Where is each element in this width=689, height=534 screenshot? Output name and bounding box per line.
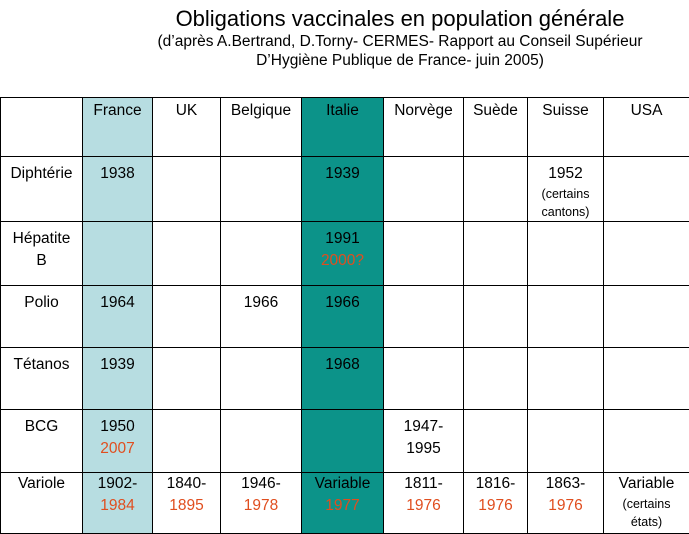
cell-variole-uk-start: 1840- [153,473,220,495]
cell-diphterie-norvege [384,157,464,222]
cell-hepatite-italie-year: 1991 [302,228,383,250]
cell-diphterie-suede [464,157,528,222]
table-row-hepatite [1,222,689,286]
cell-variole-suede-end: 1976 [464,495,527,517]
cell-bcg-belgique [221,410,302,473]
cell-variole-norvege-end: 1976 [384,495,463,517]
col-header-norvege: Norvège [384,98,464,157]
cell-diphterie-suisse-note-b: cantons) [528,203,603,221]
table-row-bcg [1,410,689,473]
cell-variole-norvege [384,473,464,534]
cell-bcg-france-revised: 2007 [83,438,152,460]
header-row [1,98,689,157]
cell-diphterie-suisse [528,157,604,222]
cell-tetanos-norvege [384,348,464,410]
table-row-variole [1,473,689,534]
col-header-usa: USA [604,98,689,157]
row-label-polio: Polio [1,286,83,348]
cell-bcg-norvege-end: 1995 [384,438,463,460]
cell-polio-suisse [528,286,604,348]
cell-variole-uk-end: 1895 [153,495,220,517]
cell-polio-uk [153,286,221,348]
table-row-tetanos [1,348,689,410]
cell-bcg-italie [302,410,384,473]
cell-variole-italie-end: 1977 [302,495,383,517]
cell-polio-belgique: 1966 [221,286,302,348]
cell-tetanos-suede [464,348,528,410]
cell-polio-suede [464,286,528,348]
cell-variole-norvege-start: 1811- [384,473,463,495]
cell-polio-italie: 1966 [302,286,384,348]
cell-variole-belgique-end: 1978 [221,495,301,517]
cell-variole-usa [604,473,689,534]
col-header-suede: Suède [464,98,528,157]
cell-variole-france [83,473,153,534]
cell-hepatite-suisse [528,222,604,286]
corner-cell [1,98,83,157]
row-label-diphterie: Diphtérie [1,157,83,222]
cell-bcg-norvege [384,410,464,473]
cell-variole-belgique-start: 1946- [221,473,301,495]
subtitle-line-1: (d’après A.Bertrand, D.Torny- CERMES- Rapport au Conseil Supérieur [110,32,689,51]
cell-bcg-france-year: 1950 [83,416,152,438]
cell-bcg-usa [604,410,689,473]
cell-variole-belgique [221,473,302,534]
cell-variole-suisse-start: 1863- [528,473,603,495]
cell-variole-italie [302,473,384,534]
cell-diphterie-italie: 1939 [302,157,384,222]
col-header-belgique: Belgique [221,98,302,157]
cell-variole-france-start: 1902- [83,473,152,495]
cell-variole-usa-note-a: (certains [604,495,689,513]
row-label-variole: Variole [1,473,83,534]
cell-polio-norvege [384,286,464,348]
cell-polio-france: 1964 [83,286,153,348]
cell-bcg-suede [464,410,528,473]
row-label-hepatite [1,222,83,286]
cell-tetanos-italie: 1968 [302,348,384,410]
row-label-hepatite-b: B [1,250,82,272]
table-row-diphterie [1,157,689,222]
cell-tetanos-suisse [528,348,604,410]
cell-tetanos-usa [604,348,689,410]
vaccination-table [0,97,689,534]
cell-variole-suede-start: 1816- [464,473,527,495]
row-label-bcg: BCG [1,410,83,473]
cell-variole-uk [153,473,221,534]
cell-hepatite-france [83,222,153,286]
cell-hepatite-italie [302,222,384,286]
cell-tetanos-france: 1939 [83,348,153,410]
cell-variole-suisse [528,473,604,534]
cell-polio-usa [604,286,689,348]
cell-variole-suede [464,473,528,534]
cell-diphterie-suisse-year: 1952 [528,163,603,185]
table-row-polio [1,286,689,348]
subtitle-line-2: D’Hygiène Publique de France- juin 2005) [110,51,689,70]
col-header-suisse: Suisse [528,98,604,157]
slide-subtitle [110,32,689,70]
cell-variole-italie-start: Variable [302,473,383,495]
cell-diphterie-usa [604,157,689,222]
cell-hepatite-suede [464,222,528,286]
col-header-uk: UK [153,98,221,157]
row-label-tetanos: Tétanos [1,348,83,410]
cell-bcg-suisse [528,410,604,473]
cell-bcg-uk [153,410,221,473]
cell-hepatite-usa [604,222,689,286]
cell-bcg-france [83,410,153,473]
cell-tetanos-belgique [221,348,302,410]
cell-variole-usa-value: Variable [604,473,689,495]
cell-variole-france-end: 1984 [83,495,152,517]
col-header-italie: Italie [302,98,384,157]
cell-hepatite-belgique [221,222,302,286]
cell-hepatite-uk [153,222,221,286]
cell-tetanos-uk [153,348,221,410]
cell-diphterie-belgique [221,157,302,222]
cell-diphterie-france: 1938 [83,157,153,222]
cell-variole-suisse-end: 1976 [528,495,603,517]
cell-diphterie-uk [153,157,221,222]
cell-variole-usa-note-b: états) [604,513,689,531]
cell-bcg-norvege-start: 1947- [384,416,463,438]
col-header-france: France [83,98,153,157]
cell-hepatite-norvege [384,222,464,286]
row-label-hepatite-a: Hépatite [1,228,82,250]
slide-title: Obligations vaccinales en population générale [130,6,670,32]
cell-hepatite-italie-revised: 2000? [302,250,383,272]
cell-diphterie-suisse-note-a: (certains [528,185,603,203]
